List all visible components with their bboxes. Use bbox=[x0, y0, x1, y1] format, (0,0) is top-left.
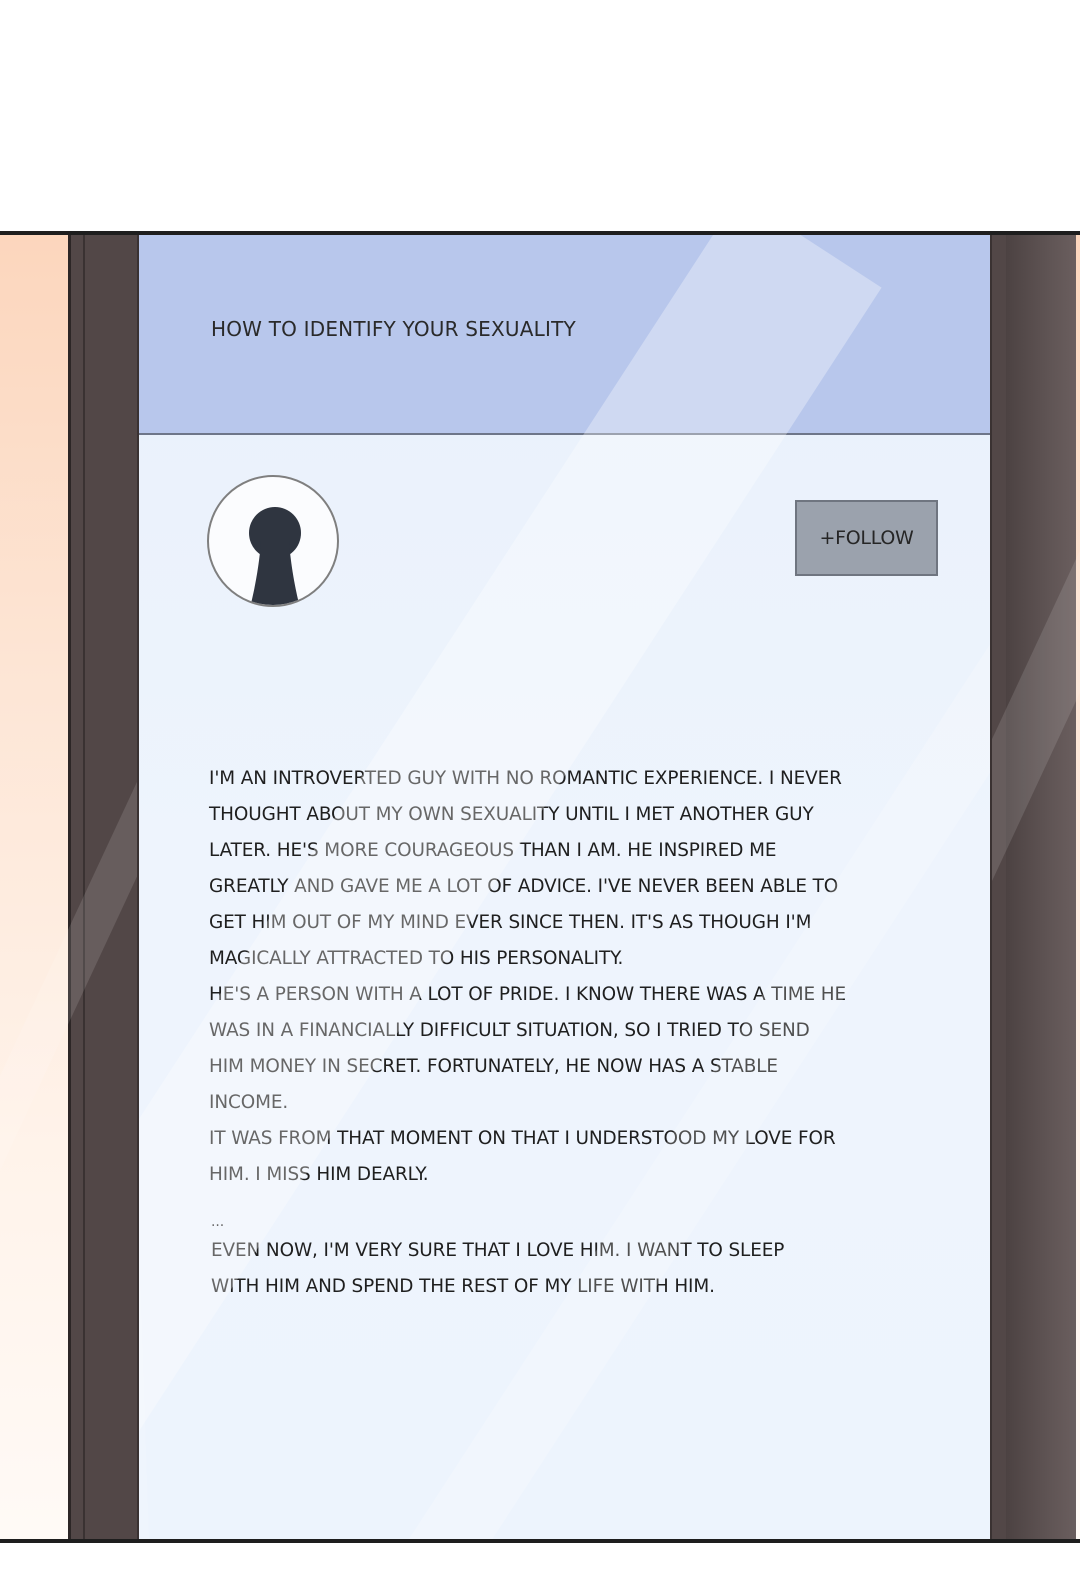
post-line: GET HIM OUT OF MY MIND EVER SINCE THEN. IT'S AS THOUGH I'M bbox=[209, 912, 812, 933]
post-line: MAGICALLY ATTRACTED TO HIS PERSONALITY. bbox=[209, 948, 624, 969]
avatar[interactable] bbox=[207, 475, 339, 607]
post-line: HIM. I MISS HIM DEARLY. bbox=[209, 1164, 429, 1185]
post-line: WAS IN A FINANCIALLY DIFFICULT SITUATION, SO I TRIED TO SEND bbox=[209, 1020, 810, 1041]
post-line: LATER. HE'S MORE COURAGEOUS THAN I AM. HE INSPIRED ME bbox=[209, 840, 777, 861]
post-line: EVEN NOW, I'M VERY SURE THAT I LOVE HIM. I WANT TO SLEEP bbox=[211, 1240, 785, 1261]
post-line: GREATLY AND GAVE ME A LOT OF ADVICE. I'VE NEVER BEEN ABLE TO bbox=[209, 876, 839, 897]
post-line: HE'S A PERSON WITH A LOT OF PRIDE. I KNOW THERE WAS A TIME HE bbox=[209, 984, 847, 1005]
page-title: HOW TO IDENTIFY YOUR SEXUALITY bbox=[211, 317, 576, 341]
post-line: IT WAS FROM THAT MOMENT ON THAT I UNDERSTOOD MY LOVE FOR bbox=[209, 1128, 836, 1149]
paragraph-gap bbox=[209, 1193, 929, 1211]
follow-button[interactable]: +FOLLOW bbox=[795, 500, 938, 576]
post-line: HIM MONEY IN SECRET. FORTUNATELY, HE NOW HAS A STABLE bbox=[209, 1056, 778, 1077]
keyhole-silhouette-icon bbox=[209, 477, 339, 607]
post-body bbox=[209, 761, 929, 1305]
app-header bbox=[139, 235, 990, 435]
post-ellipsis: ... bbox=[211, 1214, 225, 1230]
comic-panel bbox=[0, 231, 1080, 1543]
post-line: INCOME. bbox=[209, 1092, 289, 1113]
post-line: WITH HIM AND SPEND THE REST OF MY LIFE WITH HIM. bbox=[211, 1276, 715, 1297]
post-line: THOUGHT ABOUT MY OWN SEXUALITY UNTIL I MET ANOTHER GUY bbox=[209, 804, 814, 825]
phone-frame-edge bbox=[1006, 235, 1076, 1539]
phone-screen bbox=[137, 235, 992, 1539]
screen-glare bbox=[137, 334, 159, 1539]
post-line: I'M AN INTROVERTED GUY WITH NO ROMANTIC EXPERIENCE. I NEVER bbox=[209, 768, 842, 789]
